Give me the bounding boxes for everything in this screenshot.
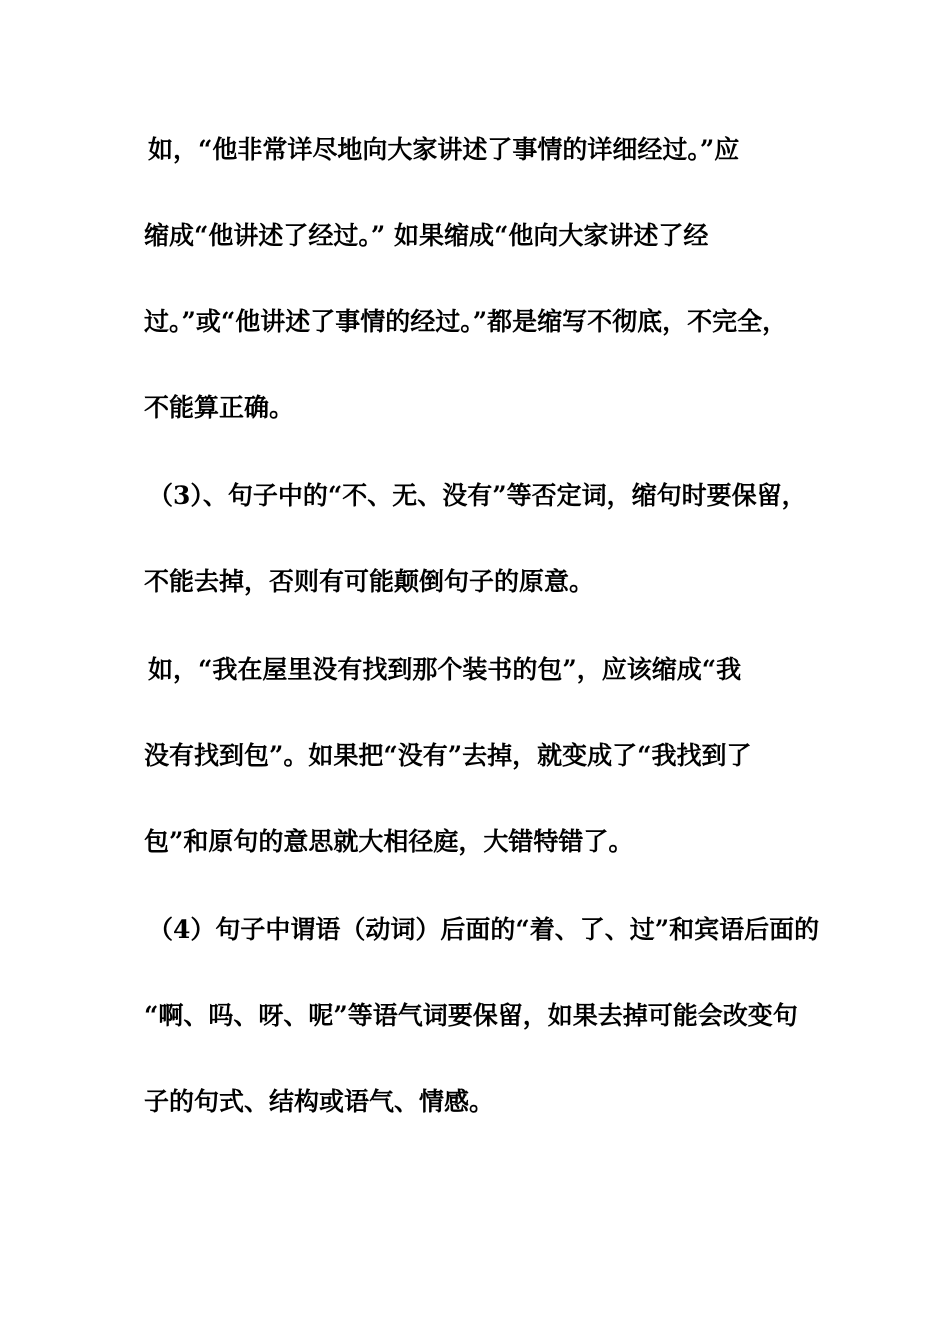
- paragraph-line: （3）、句子中的“不、无、没有”等否定词，缩句时要保留，: [148, 481, 807, 510]
- paragraph-line: 过。”或“他讲述了事情的经过。”都是缩写不彻底，不完全，: [144, 307, 788, 336]
- paragraph-line: 没有找到包”。如果把“没有”去掉，就变成了“我找到了: [144, 741, 752, 770]
- paragraph-line: 缩成“他讲述了经过。” 如果缩成“他向大家讲述了经: [144, 221, 709, 250]
- paragraph-line: 如，“他非常详尽地向大家讲述了事情的详细经过。”应: [148, 135, 740, 164]
- paragraph-line: 包”和原句的意思就大相径庭，大错特错了。: [144, 827, 634, 856]
- paragraph-line: 不能去掉，否则有可能颠倒句子的原意。: [144, 567, 595, 596]
- paragraph-line: 不能算正确。: [144, 393, 295, 422]
- paragraph-line: （4）句子中谓语（动词）后面的“着、了、过”和宾语后面的: [148, 915, 820, 944]
- paragraph-line: 如，“我在屋里没有找到那个装书的包”，应该缩成“我: [148, 655, 742, 684]
- paragraph-line: 子的句式、结构或语气、情感。: [144, 1087, 495, 1116]
- paragraph-line: “啊、吗、呀、呢”等语气词要保留，如果去掉可能会改变句: [144, 1001, 798, 1030]
